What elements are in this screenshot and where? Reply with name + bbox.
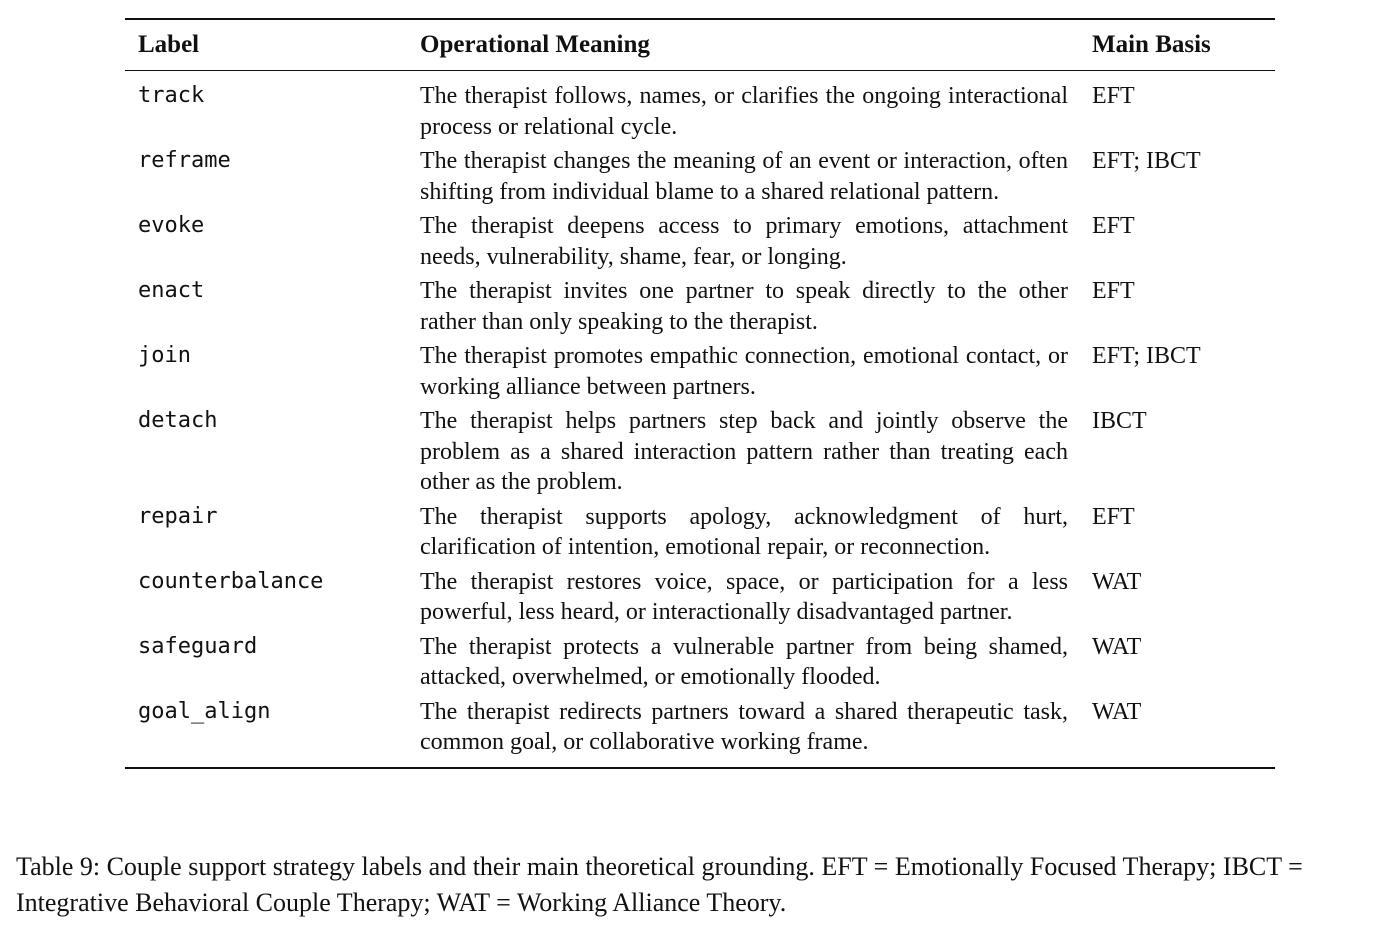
row-meaning: The therapist supports apology, acknowledgment of hurt, clarification of intention, emotional repair, or reconnection. bbox=[420, 503, 1068, 560]
row-basis: WAT bbox=[1092, 568, 1142, 595]
table-row bbox=[125, 273, 1275, 338]
row-label: goal_align bbox=[138, 698, 271, 724]
table-row bbox=[125, 208, 1275, 273]
row-meaning: The therapist promotes empathic connection, emotional contact, or working alliance between partners. bbox=[420, 343, 1068, 400]
row-basis: EFT bbox=[1092, 213, 1135, 239]
row-basis: EFT bbox=[1092, 503, 1135, 530]
row-label: join bbox=[138, 343, 191, 368]
row-meaning: The therapist helps partners step back and jointly observe the problem as a shared interaction pattern rather than treating each other as the problem. bbox=[420, 408, 1068, 495]
row-basis: IBCT bbox=[1092, 408, 1147, 434]
row-basis: EFT bbox=[1092, 83, 1135, 109]
header-operational-meaning: Operational Meaning bbox=[420, 31, 650, 58]
row-label: counterbalance bbox=[138, 568, 324, 594]
row-basis: EFT bbox=[1092, 278, 1135, 304]
row-basis: WAT bbox=[1092, 633, 1142, 660]
row-basis: WAT bbox=[1092, 698, 1142, 725]
row-label: enact bbox=[138, 278, 205, 303]
row-meaning: The therapist restores voice, space, or participation for a less powerful, less heard, or interactionally disadvantaged partner. bbox=[420, 568, 1068, 625]
table-row bbox=[125, 338, 1275, 403]
table-row bbox=[125, 403, 1275, 499]
table-row bbox=[125, 499, 1275, 564]
row-meaning: The therapist redirects partners toward a shared therapeutic task, common goal, or collaborative working frame. bbox=[420, 698, 1068, 755]
row-label: repair bbox=[138, 503, 218, 529]
table-body bbox=[125, 71, 1275, 768]
row-label: detach bbox=[138, 408, 218, 433]
row-label: evoke bbox=[138, 213, 205, 238]
strategy-table-container bbox=[125, 18, 1275, 769]
row-meaning: The therapist protects a vulnerable partner from being shamed, attacked, overwhelmed, or emotionally flooded. bbox=[420, 633, 1068, 690]
row-label: reframe bbox=[138, 148, 231, 173]
table-row bbox=[125, 629, 1275, 694]
row-meaning: The therapist deepens access to primary emotions, attachment needs, vulnerability, shame, fear, or longing. bbox=[420, 213, 1068, 270]
table-row bbox=[125, 71, 1275, 144]
row-basis: EFT; IBCT bbox=[1092, 148, 1201, 174]
header-row bbox=[125, 19, 1275, 71]
header-main-basis: Main Basis bbox=[1092, 31, 1211, 58]
table-caption: Table 9: Couple support strategy labels and their main theoretical grounding. EFT = Emotionally Focused Therapy; IBCT = Integrative Behavioral Couple Therapy; WAT = Working Alliance Theory. bbox=[16, 852, 1303, 917]
strategy-label-table bbox=[125, 18, 1275, 769]
row-basis: EFT; IBCT bbox=[1092, 343, 1201, 369]
row-meaning: The therapist follows, names, or clarifies the ongoing interactional process or relational cycle. bbox=[420, 83, 1068, 140]
row-label: safeguard bbox=[138, 633, 258, 659]
table-row bbox=[125, 564, 1275, 629]
row-meaning: The therapist invites one partner to speak directly to the other rather than only speaking to the therapist. bbox=[420, 278, 1068, 335]
header-label: Label bbox=[138, 31, 200, 58]
table-row bbox=[125, 694, 1275, 768]
row-label: track bbox=[138, 83, 205, 108]
table-header bbox=[125, 19, 1275, 71]
row-meaning: The therapist changes the meaning of an event or interaction, often shifting from individual blame to a shared relational pattern. bbox=[420, 148, 1068, 205]
table-row bbox=[125, 143, 1275, 208]
